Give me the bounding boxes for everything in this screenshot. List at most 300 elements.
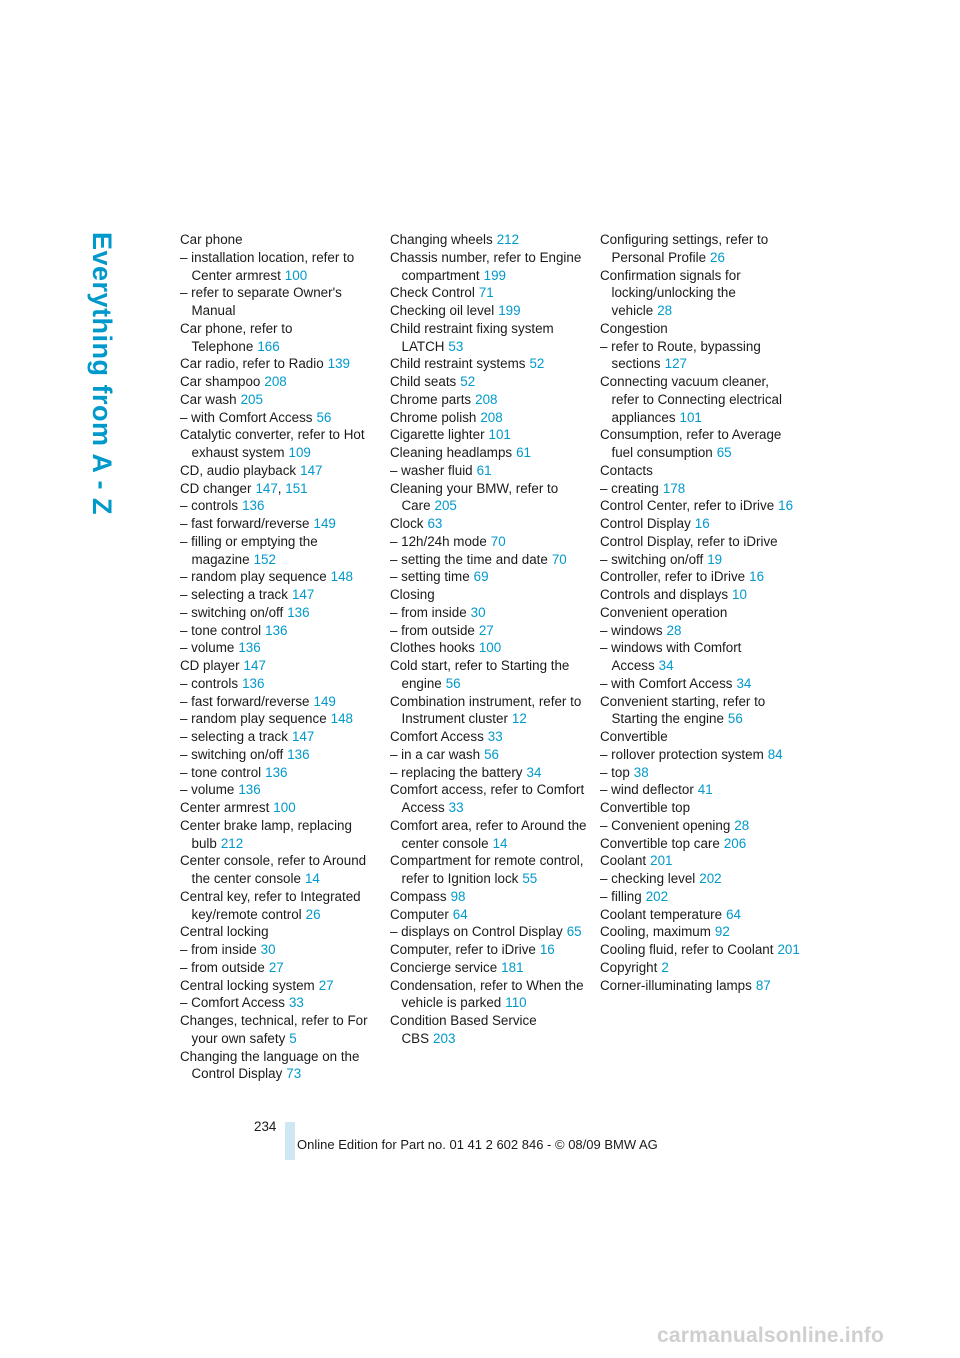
page-link[interactable]: 149 xyxy=(313,516,336,531)
page-link[interactable]: 65 xyxy=(566,924,582,940)
index-term: Cleaning headlamps xyxy=(390,445,513,460)
page-link[interactable]: 14 xyxy=(304,871,320,886)
index-term: Car radio, refer to Radio xyxy=(180,356,324,372)
page-link[interactable]: 110 xyxy=(505,995,527,1011)
page-link[interactable]: 147 xyxy=(291,587,315,602)
index-term: Convenient starting, refer to Starting the engine xyxy=(600,693,766,727)
index-term: Comfort access, refer to Comfort Access xyxy=(390,782,585,815)
index-entry xyxy=(180,515,380,533)
index-entry xyxy=(390,409,590,427)
page-link[interactable]: 38 xyxy=(633,764,649,780)
index-term: Chrome polish xyxy=(390,409,477,425)
index-term: Car wash xyxy=(180,391,237,407)
index-entry xyxy=(180,764,380,782)
index-term: Cooling fluid, refer to Coolant xyxy=(600,942,774,957)
index-term: – tone control xyxy=(180,764,262,780)
index-term: – switching on/off xyxy=(180,746,284,762)
index-term: – volume xyxy=(180,782,235,798)
index-entry xyxy=(390,852,590,888)
index-term: – windows xyxy=(600,622,663,638)
index-term: Clock xyxy=(390,516,424,531)
index-term: Contacts xyxy=(600,462,653,478)
page-link[interactable]: 136 xyxy=(238,782,261,798)
index-entry xyxy=(390,1012,590,1048)
index-entry xyxy=(390,426,590,444)
index-entry xyxy=(600,267,800,320)
index-term: – from inside xyxy=(180,942,257,957)
index-entry xyxy=(390,533,590,551)
index-term: Comfort area, refer to Around the center console xyxy=(390,817,587,851)
page-link[interactable]: 136 xyxy=(265,622,288,638)
index-entry xyxy=(600,622,800,640)
page-link[interactable]: 178 xyxy=(662,480,686,496)
page-link[interactable]: 55 xyxy=(522,871,538,886)
index-entry xyxy=(390,604,590,622)
page-link[interactable]: 202 xyxy=(645,888,669,904)
index-entry xyxy=(180,604,380,622)
page-link[interactable]: 100 xyxy=(478,640,502,656)
index-column-2 xyxy=(390,231,590,1048)
index-term: Condition Based Service CBS xyxy=(390,1013,537,1046)
index-entry xyxy=(390,923,590,941)
footer-edition-text: Online Edition for Part no. 01 41 2 602 846 - © 08/09 BMW AG xyxy=(297,1137,658,1152)
index-entry xyxy=(600,852,800,870)
page-link[interactable]: 26 xyxy=(710,249,725,265)
page-link[interactable]: 27 xyxy=(478,622,494,638)
page-link[interactable]: 16 xyxy=(778,498,794,514)
index-term: Control Display, refer to iDrive xyxy=(600,533,778,549)
page-number: 234 xyxy=(254,1119,277,1134)
page-link[interactable]: 166 xyxy=(257,338,280,354)
index-entry xyxy=(390,373,590,391)
index-entry xyxy=(600,799,800,817)
index-entry: CD changer 147, 151 xyxy=(180,480,308,496)
page-link[interactable]: 33 xyxy=(487,729,503,744)
index-entry xyxy=(390,480,590,516)
index-entry xyxy=(600,906,800,924)
index-term: – random play sequence xyxy=(180,711,327,727)
index-entry xyxy=(180,320,380,356)
page-link[interactable]: 19 xyxy=(707,551,723,567)
page-link[interactable]: 28 xyxy=(657,303,673,318)
page-link[interactable]: 34 xyxy=(658,658,674,673)
page-link[interactable]: 205 xyxy=(240,391,263,407)
index-term: – selecting a track xyxy=(180,587,288,602)
page-link[interactable]: 151 xyxy=(285,480,308,496)
index-entry xyxy=(180,497,380,515)
index-term: – fast forward/reverse xyxy=(180,516,310,531)
index-term: Central locking xyxy=(180,924,269,940)
page-link[interactable]: 149 xyxy=(313,693,336,709)
index-term: Compass xyxy=(390,888,447,904)
page-link[interactable]: 212 xyxy=(220,835,244,851)
index-term: – 12h/24h mode xyxy=(390,533,487,549)
index-entry xyxy=(180,710,380,728)
index-term: Convertible top xyxy=(600,800,691,815)
index-entry xyxy=(600,533,800,551)
page-link[interactable]: 64 xyxy=(726,906,741,922)
index-entry xyxy=(390,728,590,746)
page-link[interactable]: 101 xyxy=(679,409,702,425)
index-entry xyxy=(390,231,590,249)
index-term: Corner-illuminating lamps xyxy=(600,977,752,993)
index-entry xyxy=(600,817,800,835)
index-term: – refer to separate Owner's Manual xyxy=(180,285,342,318)
page-link[interactable]: 147 xyxy=(300,462,323,478)
page-link[interactable]: 30 xyxy=(470,604,486,620)
index-entry xyxy=(180,959,380,977)
index-term: Central key, refer to Integrated key/remote control xyxy=(180,888,361,922)
index-entry xyxy=(180,977,380,995)
index-entry xyxy=(390,639,590,657)
index-entry xyxy=(180,799,380,817)
index-entry xyxy=(180,923,380,941)
page-link[interactable]: 136 xyxy=(238,640,261,656)
page-link[interactable]: 34 xyxy=(526,764,542,780)
index-term: Confirmation signals for locking/unlocking the vehicle xyxy=(600,267,741,318)
index-term: Changing the language on the Control Display xyxy=(180,1048,360,1082)
page-link[interactable]: 63 xyxy=(427,516,443,531)
page-link[interactable]: 199 xyxy=(483,267,506,283)
index-entry xyxy=(390,551,590,569)
page-link[interactable]: 73 xyxy=(286,1066,302,1082)
index-term: – selecting a track xyxy=(180,729,288,744)
index-term: – controls xyxy=(180,498,239,514)
page-link[interactable]: 14 xyxy=(492,835,508,851)
page-link[interactable]: 98 xyxy=(450,888,466,904)
page-link[interactable]: 56 xyxy=(727,711,743,727)
page-link[interactable]: 208 xyxy=(480,409,503,425)
index-column-3 xyxy=(600,231,800,994)
index-entry xyxy=(180,746,380,764)
page-link[interactable]: 34 xyxy=(736,675,752,691)
index-entry xyxy=(390,320,590,356)
page-link[interactable]: 84 xyxy=(767,746,783,762)
page-link[interactable]: 100 xyxy=(273,800,296,815)
index-entry xyxy=(600,639,800,675)
index-term: Coolant xyxy=(600,853,647,869)
index-term: – fast forward/reverse xyxy=(180,693,310,709)
index-term: Central locking system xyxy=(180,977,315,993)
watermark: carmanualsonline.info xyxy=(657,1324,885,1347)
page-link[interactable]: 205 xyxy=(434,498,457,514)
index-term: Computer, refer to iDrive xyxy=(390,942,536,957)
index-entry xyxy=(180,728,380,746)
page-link[interactable]: 139 xyxy=(327,356,350,372)
index-entry xyxy=(600,551,800,569)
page-link[interactable]: 136 xyxy=(242,675,265,691)
index-term: – from inside xyxy=(390,604,467,620)
page-link[interactable]: 71 xyxy=(478,285,494,301)
index-term: Cigarette lighter xyxy=(390,427,485,443)
page-link[interactable]: 56 xyxy=(484,746,499,762)
page-link[interactable]: 100 xyxy=(284,267,308,283)
index-entry xyxy=(180,373,380,391)
page-link[interactable]: 70 xyxy=(551,551,567,567)
index-entry xyxy=(180,249,380,285)
index-term: – washer fluid xyxy=(390,462,473,478)
index-term: Child restraint systems xyxy=(390,356,526,372)
page-link[interactable]: 201 xyxy=(777,942,800,957)
index-term: Configuring settings, refer to Personal Profile xyxy=(600,232,769,265)
index-term: – in a car wash xyxy=(390,746,481,762)
index-entry xyxy=(390,568,590,586)
index-entry xyxy=(180,568,380,586)
index-term: Closing xyxy=(390,587,435,602)
index-term: Chrome parts xyxy=(390,391,472,407)
index-term: – switching on/off xyxy=(600,551,704,567)
index-term: Comfort Access xyxy=(390,729,484,744)
index-term: – creating xyxy=(600,480,659,496)
page-link[interactable]: 152 xyxy=(253,551,276,567)
page-link[interactable]: 109 xyxy=(288,445,311,460)
page-link[interactable]: 92 xyxy=(714,924,730,940)
index-entry xyxy=(180,409,380,427)
page-link[interactable]: 30 xyxy=(260,942,276,957)
index-term: – displays on Control Display xyxy=(390,924,563,940)
index-entry xyxy=(180,852,380,888)
page-link[interactable]: 208 xyxy=(264,374,287,389)
index-entry xyxy=(180,1012,380,1048)
page-link[interactable]: 26 xyxy=(305,906,321,922)
page-link[interactable]: 64 xyxy=(452,906,468,922)
index-entry xyxy=(180,355,380,373)
page-link[interactable]: 10 xyxy=(732,587,747,602)
index-entry xyxy=(180,888,380,924)
index-entry xyxy=(180,462,380,480)
index-term: Cooling, maximum xyxy=(600,924,711,940)
index-entry xyxy=(180,817,380,853)
index-term: Congestion xyxy=(600,320,668,336)
index-entry xyxy=(600,320,800,338)
index-term: – replacing the battery xyxy=(390,764,523,780)
index-term: Consumption, refer to Average fuel consumption xyxy=(600,427,782,460)
index-entry xyxy=(180,994,380,1012)
page-link[interactable]: 87 xyxy=(755,977,771,993)
page-link[interactable]: 136 xyxy=(287,604,310,620)
index-entry xyxy=(390,444,590,462)
index-entry xyxy=(600,497,800,515)
index-entry xyxy=(180,941,380,959)
index-entry xyxy=(390,817,590,853)
index-term: Clothes hooks xyxy=(390,640,475,656)
index-entry xyxy=(180,675,380,693)
index-term: Control Center, refer to iDrive xyxy=(600,498,775,514)
index-entry xyxy=(390,302,590,320)
index-entry xyxy=(600,746,800,764)
page-link[interactable]: 147 xyxy=(243,658,266,673)
index-entry xyxy=(180,1048,380,1084)
index-term: Changing wheels xyxy=(390,232,493,247)
index-term: Car shampoo xyxy=(180,374,261,389)
index-entry xyxy=(390,586,590,604)
index-term: – from outside xyxy=(390,622,475,638)
index-entry xyxy=(600,462,800,480)
index-term: – rollover protection system xyxy=(600,746,764,762)
page-link[interactable]: 16 xyxy=(539,942,555,957)
index-term: Check Control xyxy=(390,285,475,301)
index-term: Copyright xyxy=(600,959,658,975)
page-link[interactable]: 136 xyxy=(265,764,288,780)
page-link[interactable]: 101 xyxy=(488,427,511,443)
index-term: – setting the time and date xyxy=(390,551,548,567)
page-link[interactable]: 16 xyxy=(694,516,710,531)
index-term: Connecting vacuum cleaner, refer to Connecting electrical appliances xyxy=(600,374,782,425)
index-entry xyxy=(180,639,380,657)
index-term: Center armrest xyxy=(180,800,270,815)
index-term: – with Comfort Access xyxy=(600,675,733,691)
page-link[interactable]: 208 xyxy=(475,391,498,407)
page-link[interactable]: 52 xyxy=(529,356,545,372)
index-entry xyxy=(390,977,590,1013)
index-entry xyxy=(180,586,380,604)
index-entry xyxy=(390,764,590,782)
index-term: – volume xyxy=(180,640,235,656)
index-term: Compartment for remote control, refer to Ignition lock xyxy=(390,853,584,886)
page-link[interactable]: 69 xyxy=(473,569,489,585)
index-entry xyxy=(390,622,590,640)
page-link[interactable]: 56 xyxy=(445,675,461,691)
page-link[interactable]: 136 xyxy=(287,746,310,762)
index-term: – windows with Comfort Access xyxy=(600,640,742,673)
index-entry xyxy=(390,657,590,693)
index-term: Car phone, refer to Telephone xyxy=(180,320,293,354)
index-entry xyxy=(390,355,590,373)
index-term: – tone control xyxy=(180,622,262,638)
index-term: Child restraint fixing system LATCH xyxy=(390,320,554,354)
index-term: – filling xyxy=(600,888,642,904)
index-entry xyxy=(180,657,380,675)
page-link[interactable]: 181 xyxy=(501,959,524,975)
page-link[interactable]: 5 xyxy=(289,1030,297,1046)
page-link[interactable]: 147 xyxy=(255,480,278,496)
index-term: Cold start, refer to Starting the engine xyxy=(390,658,570,691)
index-entry xyxy=(390,746,590,764)
index-term: Convertible top care xyxy=(600,835,720,851)
index-term: – refer to Route, bypassing sections xyxy=(600,338,761,372)
page-link[interactable]: 33 xyxy=(288,995,304,1011)
index-entry xyxy=(600,870,800,888)
index-term: Coolant temperature xyxy=(600,906,723,922)
page-link[interactable]: 2 xyxy=(661,959,669,975)
index-entry xyxy=(600,231,800,267)
index-term: Convertible xyxy=(600,729,668,744)
index-term: Chassis number, refer to Engine compartment xyxy=(390,249,582,283)
page-link[interactable]: 70 xyxy=(490,533,506,549)
index-entry xyxy=(180,284,380,320)
page-link[interactable]: 27 xyxy=(268,959,284,975)
index-term: CD player xyxy=(180,658,240,673)
index-term: Combination instrument, refer to Instrument cluster xyxy=(390,693,582,727)
index-term: – installation location, refer to Center armrest xyxy=(180,249,355,283)
page-link[interactable]: 28 xyxy=(666,622,682,638)
page-link[interactable]: 201 xyxy=(650,853,673,869)
index-entry xyxy=(180,781,380,799)
page-link[interactable]: 53 xyxy=(448,338,464,354)
page-link[interactable]: 127 xyxy=(664,356,687,372)
index-term: Concierge service xyxy=(390,959,498,975)
index-term: – random play sequence xyxy=(180,569,327,585)
index-term: Car phone xyxy=(180,232,243,247)
index-entry xyxy=(600,764,800,782)
page-link[interactable]: 61 xyxy=(476,462,492,478)
index-entry xyxy=(600,675,800,693)
index-term: – controls xyxy=(180,675,239,691)
page-link[interactable]: 136 xyxy=(242,498,265,514)
index-term: Convenient operation xyxy=(600,604,728,620)
index-term: – setting time xyxy=(390,569,470,585)
page-link[interactable]: 203 xyxy=(433,1030,456,1046)
index-entry xyxy=(600,515,800,533)
index-entry xyxy=(600,604,800,622)
index-term: Control Display xyxy=(600,516,691,531)
page-link[interactable]: 65 xyxy=(716,445,732,460)
index-entry xyxy=(180,231,380,249)
index-term: – top xyxy=(600,764,630,780)
page-link[interactable]: 212 xyxy=(496,232,520,247)
index-term: – with Comfort Access xyxy=(180,409,313,425)
index-entry xyxy=(600,923,800,941)
index-term: Center brake lamp, replacing bulb xyxy=(180,817,352,851)
index-entry xyxy=(180,391,380,409)
page-link[interactable]: 27 xyxy=(318,977,334,993)
page-link[interactable]: 199 xyxy=(498,303,521,318)
index-entry xyxy=(390,693,590,729)
index-term: – filling or emptying the magazine xyxy=(180,533,318,567)
page-link[interactable]: 41 xyxy=(697,782,713,798)
index-entry xyxy=(390,888,590,906)
page-link[interactable]: 206 xyxy=(723,835,747,851)
index-entry xyxy=(600,480,800,498)
index-entry xyxy=(600,568,800,586)
index-term: – checking level xyxy=(600,871,696,886)
page-link[interactable]: 148 xyxy=(330,711,353,727)
index-entry xyxy=(600,373,800,426)
index-term: – Comfort Access xyxy=(180,995,285,1011)
page-link[interactable]: 33 xyxy=(448,800,464,815)
index-term: Cleaning your BMW, refer to Care xyxy=(390,480,559,514)
index-entry xyxy=(600,338,800,374)
index-entry xyxy=(390,906,590,924)
index-term: Controller, refer to iDrive xyxy=(600,569,746,585)
index-entry xyxy=(600,426,800,462)
index-entry xyxy=(600,941,800,959)
page-link[interactable]: 12 xyxy=(511,711,527,727)
page-link[interactable]: 147 xyxy=(291,729,315,744)
footer-accent-bar xyxy=(285,1122,295,1160)
index-term: Child seats xyxy=(390,374,457,389)
page-link[interactable]: 16 xyxy=(749,569,765,585)
index-term: CD changer xyxy=(180,480,252,496)
index-term: – wind deflector xyxy=(600,782,694,798)
page-link[interactable]: 202 xyxy=(699,871,722,886)
index-entry xyxy=(180,693,380,711)
index-entry xyxy=(390,941,590,959)
index-term: Computer xyxy=(390,906,449,922)
index-term: – from outside xyxy=(180,959,265,975)
page-link[interactable]: 56 xyxy=(316,409,332,425)
index-entry xyxy=(180,426,380,462)
index-term: – switching on/off xyxy=(180,604,284,620)
index-entry xyxy=(390,284,590,302)
page-link[interactable]: 28 xyxy=(734,817,750,833)
index-entry xyxy=(390,515,590,533)
page-link[interactable]: 52 xyxy=(460,374,476,389)
index-entry xyxy=(600,781,800,799)
page-link[interactable]: 148 xyxy=(330,569,353,585)
index-entry xyxy=(390,462,590,480)
page-link[interactable]: 61 xyxy=(516,445,531,460)
